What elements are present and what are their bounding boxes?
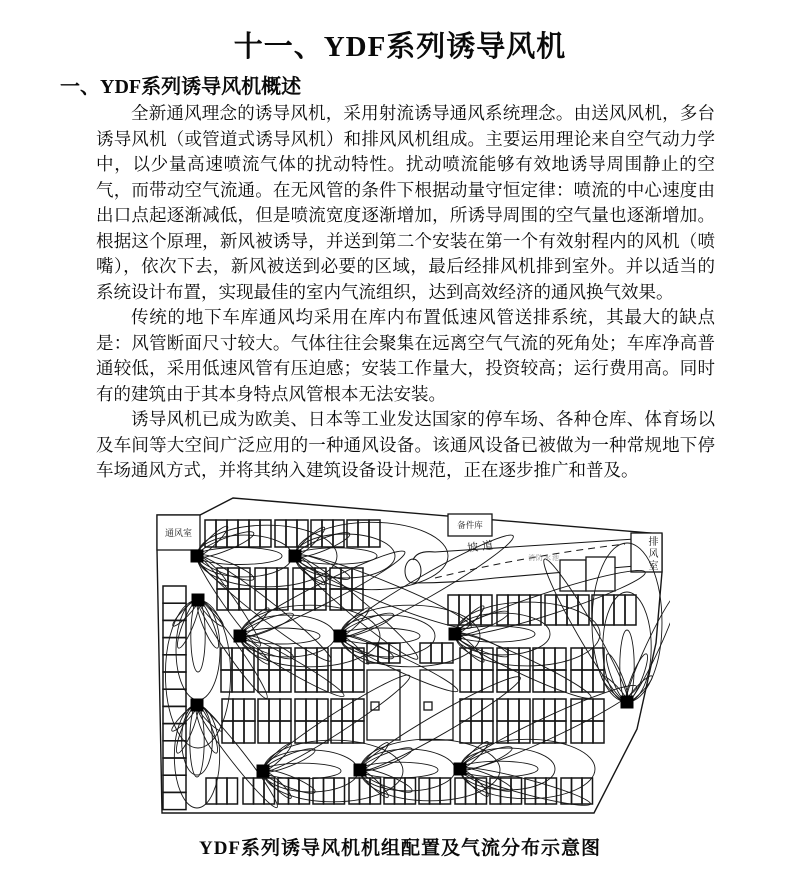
induced-fan-unit bbox=[192, 594, 205, 607]
section-heading: 一、YDF系列诱导风机概述 bbox=[60, 76, 302, 98]
figure-caption: YDF系列诱导风机机组配置及气流分布示意图 bbox=[198, 838, 602, 859]
fire-pool-label: 消防水池 bbox=[528, 555, 560, 562]
floorplan-svg bbox=[145, 490, 670, 826]
induced-fan-unit bbox=[354, 764, 367, 777]
paragraph: 诱导风机已成为欧美、日本等工业发达国家的停车场、各种仓库、体育场以及车间等大空间广泛应用的一种通风设备。该通风设备已被做为一种常规地下停车场通风方式，并将其纳入建筑设备设计规范，正在逐步推广和普及。 bbox=[96, 409, 715, 480]
page-title: 十一、YDF系列诱导风机 bbox=[233, 31, 567, 63]
induced-fan-unit bbox=[257, 765, 270, 778]
ramp-label: 坡道 bbox=[466, 539, 498, 555]
room-outline bbox=[586, 557, 615, 591]
garage-floorplan-diagram bbox=[145, 490, 670, 826]
paragraph: 全新通风理念的诱导风机，采用射流诱导通风系统理念。由送风风机，多台诱导风机（或管道式诱导风机）和排风风机组成。主要运用理论来自空气动力学中，以少量高速喷流气体的扰动特性。扰动喷流能够有效地诱导周围静止的空气，而带动空气流通。在无风管的条件下根据动量守恒定律：喷流的中心速度由出口点起逐渐减低，但是喷流宽度逐渐增加，所诱导周围的空气量也逐渐增加。根据这个原理，新风被诱导，并送到第二个安装在第一个有效射程内的风机（喷嘴），依次下去，新风被送到必要的区域，最后经排风机排到室外。并以适当的系统设计布置，实现最佳的室内气流组织，达到高效经济的通风换气效果。 bbox=[96, 103, 715, 302]
exhaust-room-label: 排风室 bbox=[646, 536, 657, 572]
vent-room-label: 通风室 bbox=[164, 528, 192, 538]
body-text bbox=[96, 101, 715, 484]
induced-fan-unit bbox=[289, 550, 302, 563]
induced-fan-unit bbox=[334, 630, 347, 643]
induced-fan-unit bbox=[449, 628, 462, 641]
spare-parts-store-label: 备件库 bbox=[457, 520, 483, 530]
induced-fan-unit bbox=[454, 763, 467, 776]
induced-fan-unit bbox=[191, 699, 204, 712]
room-outline bbox=[560, 560, 586, 591]
induced-fan-unit bbox=[191, 550, 204, 563]
induced-fan-unit bbox=[621, 696, 634, 709]
room-outline bbox=[424, 702, 432, 710]
induced-fan-unit bbox=[234, 630, 247, 643]
paragraph: 传统的地下车库通风均采用在库内布置低速风管送排系统，其最大的缺点是：风管断面尺寸较大。气体往往会聚集在远离空气气流的死角处；车库净高普通较低，采用低速风管有压迫感；安装工作量大，投资较高；运行费用高。同时有的建筑由于其本身特点风管根本无法安装。 bbox=[96, 307, 715, 404]
